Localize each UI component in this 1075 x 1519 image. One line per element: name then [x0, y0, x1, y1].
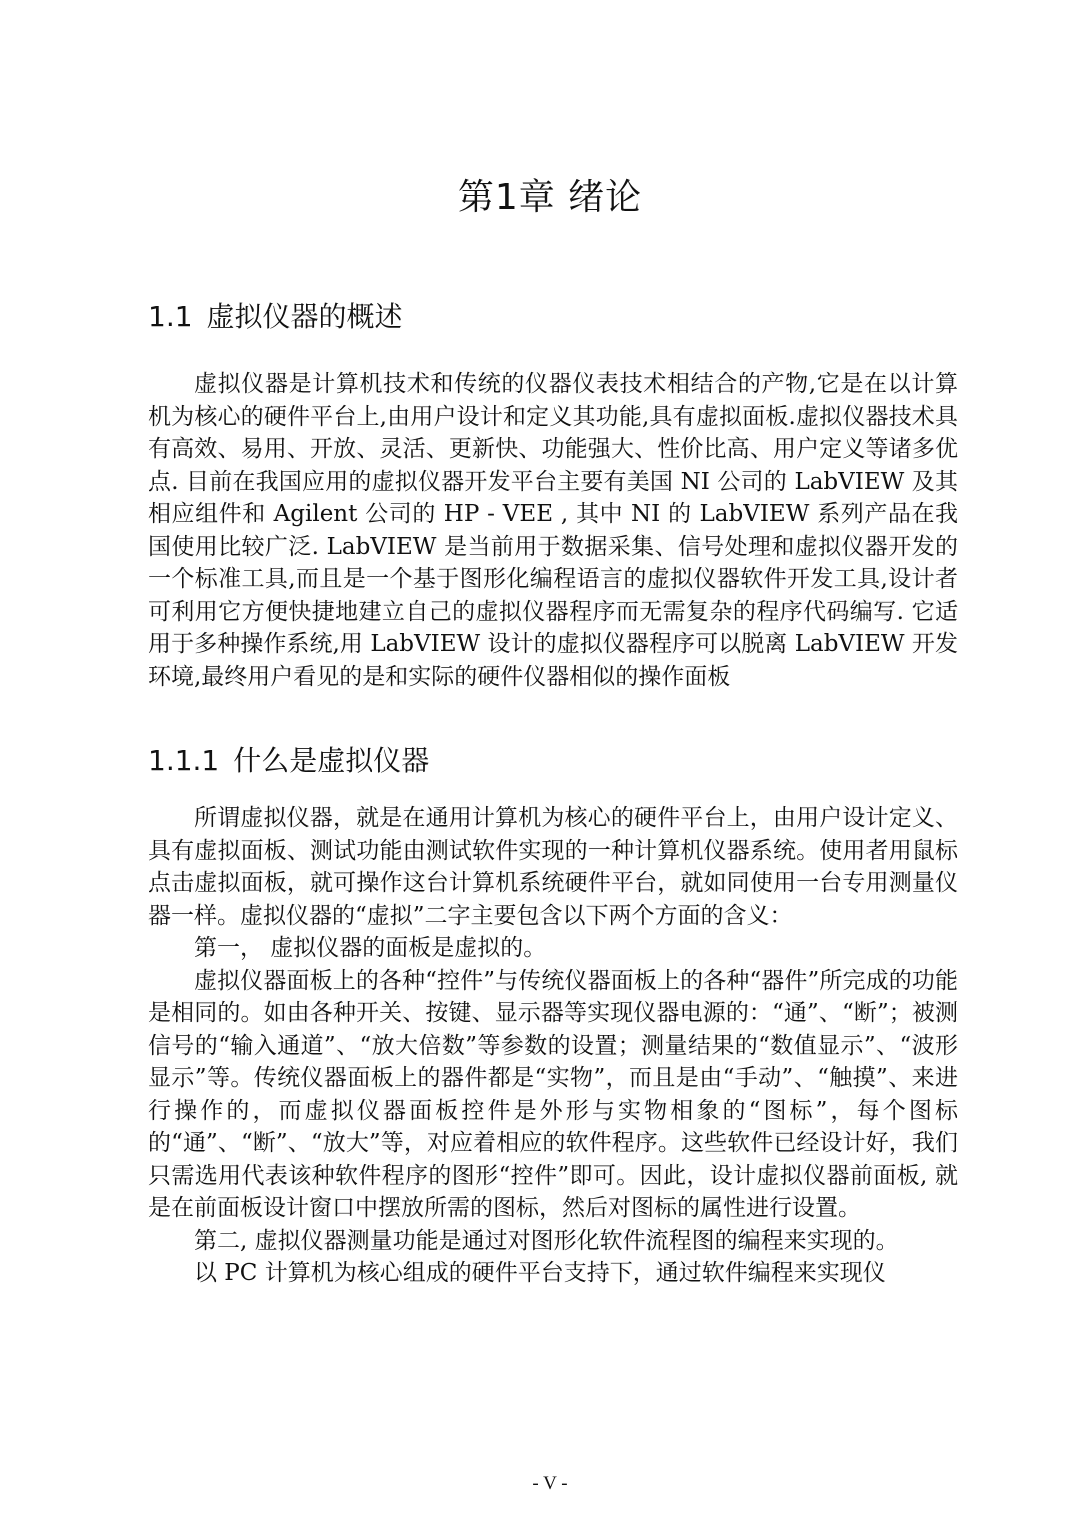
paragraph: 第一， 虚拟仪器的面板是虚拟的。 — [194, 935, 547, 961]
paragraph: 虚拟仪器面板上的各种“控件”与传统仪器面板上的各种“器件”所完成的功能是相同的。如由各种开关、按键、显示器等实现仪器电源的：“通”、“断”；被测信号的“输入通道”、“放大倍数”等参数的设置；测量结果的“数值显示”、“波形显示”等。传统仪器面板上的器件都是“实物”，而且是由“手动”、“触摸”、来进行操作的，而虚拟仪器面板控件是外形与实物相象的“图标”，每个图标的“通”、“断”、“放大”等，对应着相应的软件程序。这些软件已经设计好，我们只需选用代表该种软件程序的图形“控件”即可。因此，设计虚拟仪器前面板, 就是在前面板设计窗口中摆放所需的图标，然后对图标的属性进行设置。 — [148, 967, 958, 1221]
section-heading-1-1-1 — [148, 741, 429, 781]
paragraph: 第二, 虚拟仪器测量功能是通过对图形化软件流程图的编程来实现的。 — [194, 1227, 899, 1254]
section-title: 什么是虚拟仪器 — [233, 744, 430, 777]
chapter-title: 第1章 绪论 — [457, 177, 643, 218]
section-1-1-1-body — [148, 802, 958, 1290]
paragraph: 以 PC 计算机为核心组成的硬件平台支持下，通过软件编程来实现仪 — [194, 1260, 886, 1286]
section-number: 1.1 — [148, 300, 193, 333]
section-heading-1-1 — [148, 297, 403, 337]
section-title: 虚拟仪器的概述 — [206, 300, 403, 333]
page-number: - V - — [532, 1473, 568, 1494]
section-1-1-body — [148, 368, 958, 693]
paragraph: 所谓虚拟仪器，就是在通用计算机为核心的硬件平台上，由用户设计定义、具有虚拟面板、测试功能由测试软件实现的一种计算机仪器系统。使用者用鼠标点击虚拟面板，就可操作这台计算机系统硬件平台，就如同使用一台专用测量仪器一样。虚拟仪器的“虚拟”二字主要包含以下两个方面的含义： — [148, 805, 958, 929]
section-number: 1.1.1 — [148, 744, 220, 777]
paragraph: 虚拟仪器是计算机技术和传统的仪器仪表技术相结合的产物,它是在以计算机为核心的硬件平台上,由用户设计和定义其功能,具有虚拟面板.虚拟仪器技术具有高效、易用、开放、灵活、更新快、功能强大、性价比高、用户定义等诸多优点. 目前在我国应用的虚拟仪器开发平台主要有美国 NI 公司的 LabVIEW 及其相应组件和 Agilent 公司的 HP - VEE , 其中 NI 的 LabVIEW 系列产品在我国使用比较广泛. LabVIEW 是当前用于数据采集、信号处理和虚拟仪器开发的一个标准工具,而且是一个基于图形化编程语言的虚拟仪器软件开发工具,设计者可利用它方便快捷地建立自己的虚拟仪器程序而无需复杂的程序代码编写. 它适用于多种操作系统,用 LabVIEW 设计的虚拟仪器程序可以脱离 LabVIEW 开发环境,最终用户看见的是和实际的硬件仪器相似的操作面板 — [148, 371, 958, 690]
